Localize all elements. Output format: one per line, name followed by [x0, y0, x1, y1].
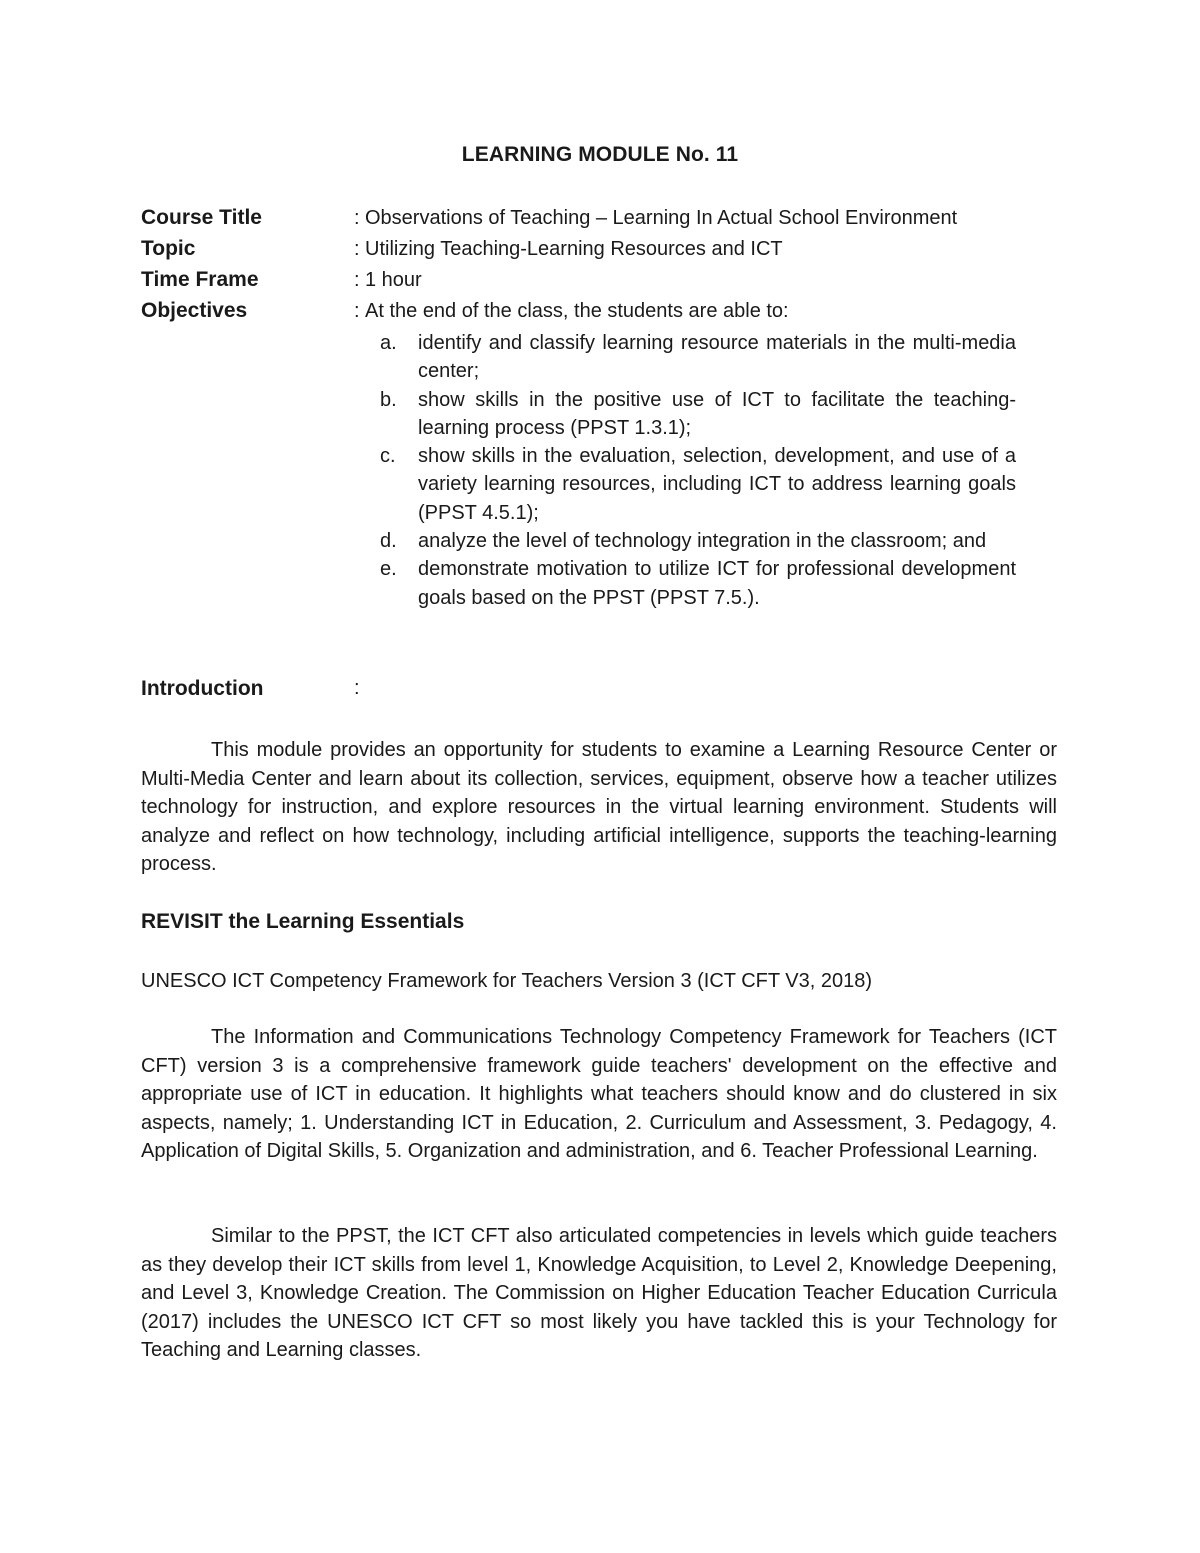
objective-item: [380, 555, 1016, 612]
objective-text: identify and classify learning resource materials in the multi-media center;: [418, 332, 1016, 383]
objective-item: [380, 386, 1016, 443]
topic-label: Topic: [141, 237, 196, 260]
revisit-heading: REVISIT the Learning Essentials: [141, 910, 465, 933]
course-title-value: Observations of Teaching – Learning In Actual School Environment: [365, 207, 958, 229]
introduction-heading: Introduction: [141, 677, 264, 700]
objective-text: analyze the level of technology integration in the classroom; and: [418, 530, 987, 553]
objective-letter: b.: [380, 388, 397, 411]
time-frame-label: Time Frame: [141, 268, 259, 291]
objectives-intro: At the end of the class, the students are able to:: [365, 300, 789, 322]
objective-letter: c.: [380, 445, 396, 468]
course-title-colon: :: [354, 207, 360, 229]
objective-letter: a.: [380, 332, 397, 354]
topic-colon: :: [354, 238, 360, 260]
objectives-label: Objectives: [141, 299, 248, 322]
objective-item: [380, 527, 1016, 555]
objective-letter: e.: [380, 558, 397, 581]
topic-value: Utilizing Teaching-Learning Resources and ICT: [365, 238, 783, 260]
objectives-colon: :: [354, 300, 360, 322]
objective-letter: d.: [380, 530, 397, 553]
objective-text: demonstrate motivation to utilize ICT for professional development goals based on the PPST (PPST 7.5.).: [418, 558, 1016, 609]
ict-cft-paragraph: The Information and Communications Technology Competency Framework for Teachers (ICT CFT) version 3 is a comprehensive framework guide teachers' development on the effective and appropriate use of ICT in education. It highlights what teachers should know and do clustered in six aspects, namely; 1. Understanding ICT in Education, 2. Curriculum and Assessment, 3. Pedagogy, 4. Application of Digital Skills, 5. Organization and administration, and 6. Teacher Professional Learning.: [141, 1026, 1057, 1163]
objective-text: show skills in the positive use of ICT to facilitate the teaching-learning process (PPST 1.3.1);: [418, 388, 1016, 439]
ppst-paragraph: Similar to the PPST, the ICT CFT also articulated competencies in levels which guide teachers as they develop their ICT skills from level 1, Knowledge Acquisition, to Level 2, Knowledge Deepening, and Level 3, Knowledge Creation. The Commission on Higher Education Teacher Education Curricula (2017) includes the UNESCO ICT CFT so most likely you have tackled this is your Technology for Teaching and Learning classes.: [141, 1225, 1057, 1362]
objective-item: [380, 329, 1016, 386]
objectives-list: [380, 329, 1016, 612]
time-frame-colon: :: [354, 269, 360, 291]
objective-item: [380, 442, 1016, 527]
objective-text: show skills in the evaluation, selection, development, and use of a variety learning resources, including ICT to address learning goals (PPST 4.5.1);: [418, 445, 1016, 524]
introduction-colon: :: [354, 677, 360, 699]
time-frame-value: 1 hour: [365, 269, 422, 291]
introduction-paragraph: This module provides an opportunity for students to examine a Learning Resource Center or Multi-Media Center and learn about its collection, services, equipment, observe how a teacher utilizes technology for instruction, and explore resources in the virtual learning environment. Students will analyze and reflect on how technology, including artificial intelligence, supports the teaching-learning process.: [141, 739, 1057, 876]
module-title: LEARNING MODULE No. 11: [461, 143, 739, 166]
unesco-subheading: UNESCO ICT Competency Framework for Teachers Version 3 (ICT CFT V3, 2018): [141, 970, 872, 992]
course-title-label: Course Title: [141, 206, 262, 229]
